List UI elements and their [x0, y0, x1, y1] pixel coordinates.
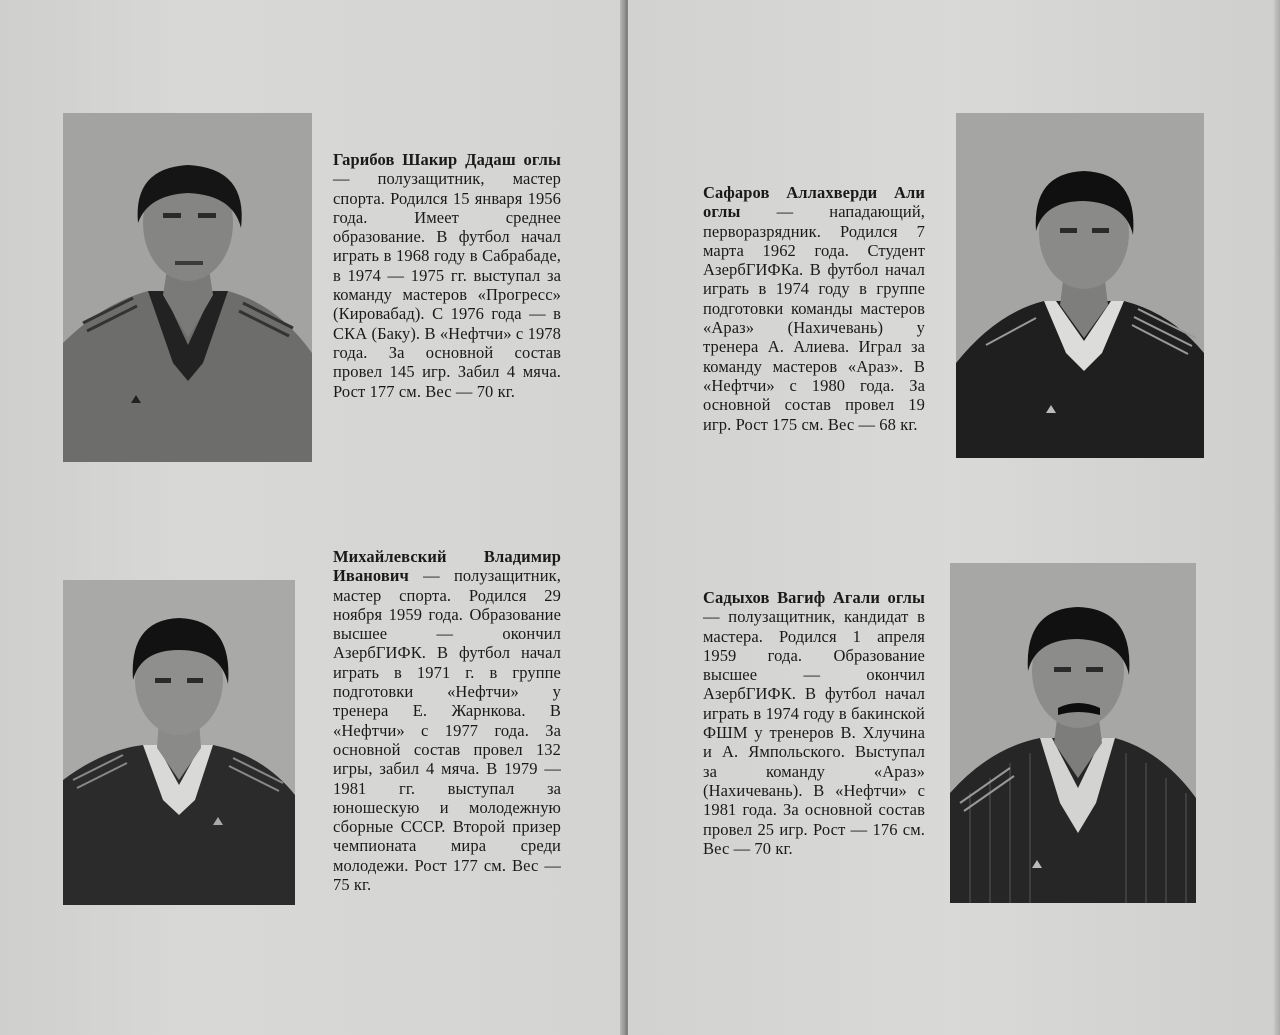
player-name: Сафаров Аллахверди Али оглы — [703, 183, 925, 222]
player-bio-garibov — [333, 150, 561, 401]
player-description: — нападающий, перворазрядник. Родился 7 марта 1962 года. Студент АзербГИФКа. В футбол начал играть в 1974 году в группе подготовки команды мастеров «Араз» (Нахичевань) у тренера А. Алиева. Играл за команду мастеров «Араз». В «Нефтчи» с 1980 года. За основной состав провел 19 игр. Рост 175 см. Вес — 68 кг. — [703, 202, 925, 434]
player-photo-sadykhov — [950, 563, 1196, 903]
player-description: — полузащитник, мастер спорта. Родился 15 января 1956 года. Имеет среднее образование. В футбол начал играть в 1968 году в Сабрабаде, в 1974 — 1975 гг. выступал за команду мастеров «Прогресс» (Кировабад). С 1976 года — в СКА (Баку). В «Нефтчи» с 1978 года. За основной состав провел 145 игр. Забил 4 мяча. Рост 177 см. Вес — 70 кг. — [333, 169, 561, 401]
player-bio-safarov — [703, 183, 925, 434]
player-photo-mikhailevsky — [63, 580, 295, 905]
player-name: Михайлевский Владимир Иванович — [333, 547, 561, 586]
player-photo-safarov — [956, 113, 1204, 458]
page-edge — [1274, 0, 1280, 1035]
player-description: — полузащитник, мастер спорта. Родился 29 ноября 1959 года. Образование высшее — окончил АзербГИФК. В футбол начал играть в 1971 г. в группе подготовки «Нефтчи» у тренера Е. Жарнкова. В «Нефтчи» с 1977 года. За основной состав провел 132 игры, забил 4 мяча. В 1979 — 1981 гг. выступал за юношескую и молодежную сборные СССР. Второй призер чемпионата мира среди молодежи. Рост 177 см. Вес — 75 кг. — [333, 566, 561, 895]
player-name: Гарибов Шакир Дадаш оглы — [333, 150, 561, 169]
player-bio-sadykhov — [703, 588, 925, 858]
player-name: Садыхов Вагиф Агали оглы — [703, 588, 925, 607]
player-bio-mikhailevsky — [333, 547, 561, 894]
player-photo-garibov — [63, 113, 312, 462]
left-page — [0, 0, 624, 1035]
player-description: — полузащитник, кандидат в мастера. Родился 1 апреля 1959 года. Образование высшее — окончил АзербГИФК. В футбол начал играть в 1974 году в бакинской ФШМ у тренеров В. Хлучина и А. Ямпольского. Выступал за команду «Араз» (Нахичевань). В «Нефтчи» с 1981 года. За основной состав провел 25 игр. Рост — 176 см. Вес — 70 кг. — [703, 607, 925, 858]
right-page — [628, 0, 1280, 1035]
